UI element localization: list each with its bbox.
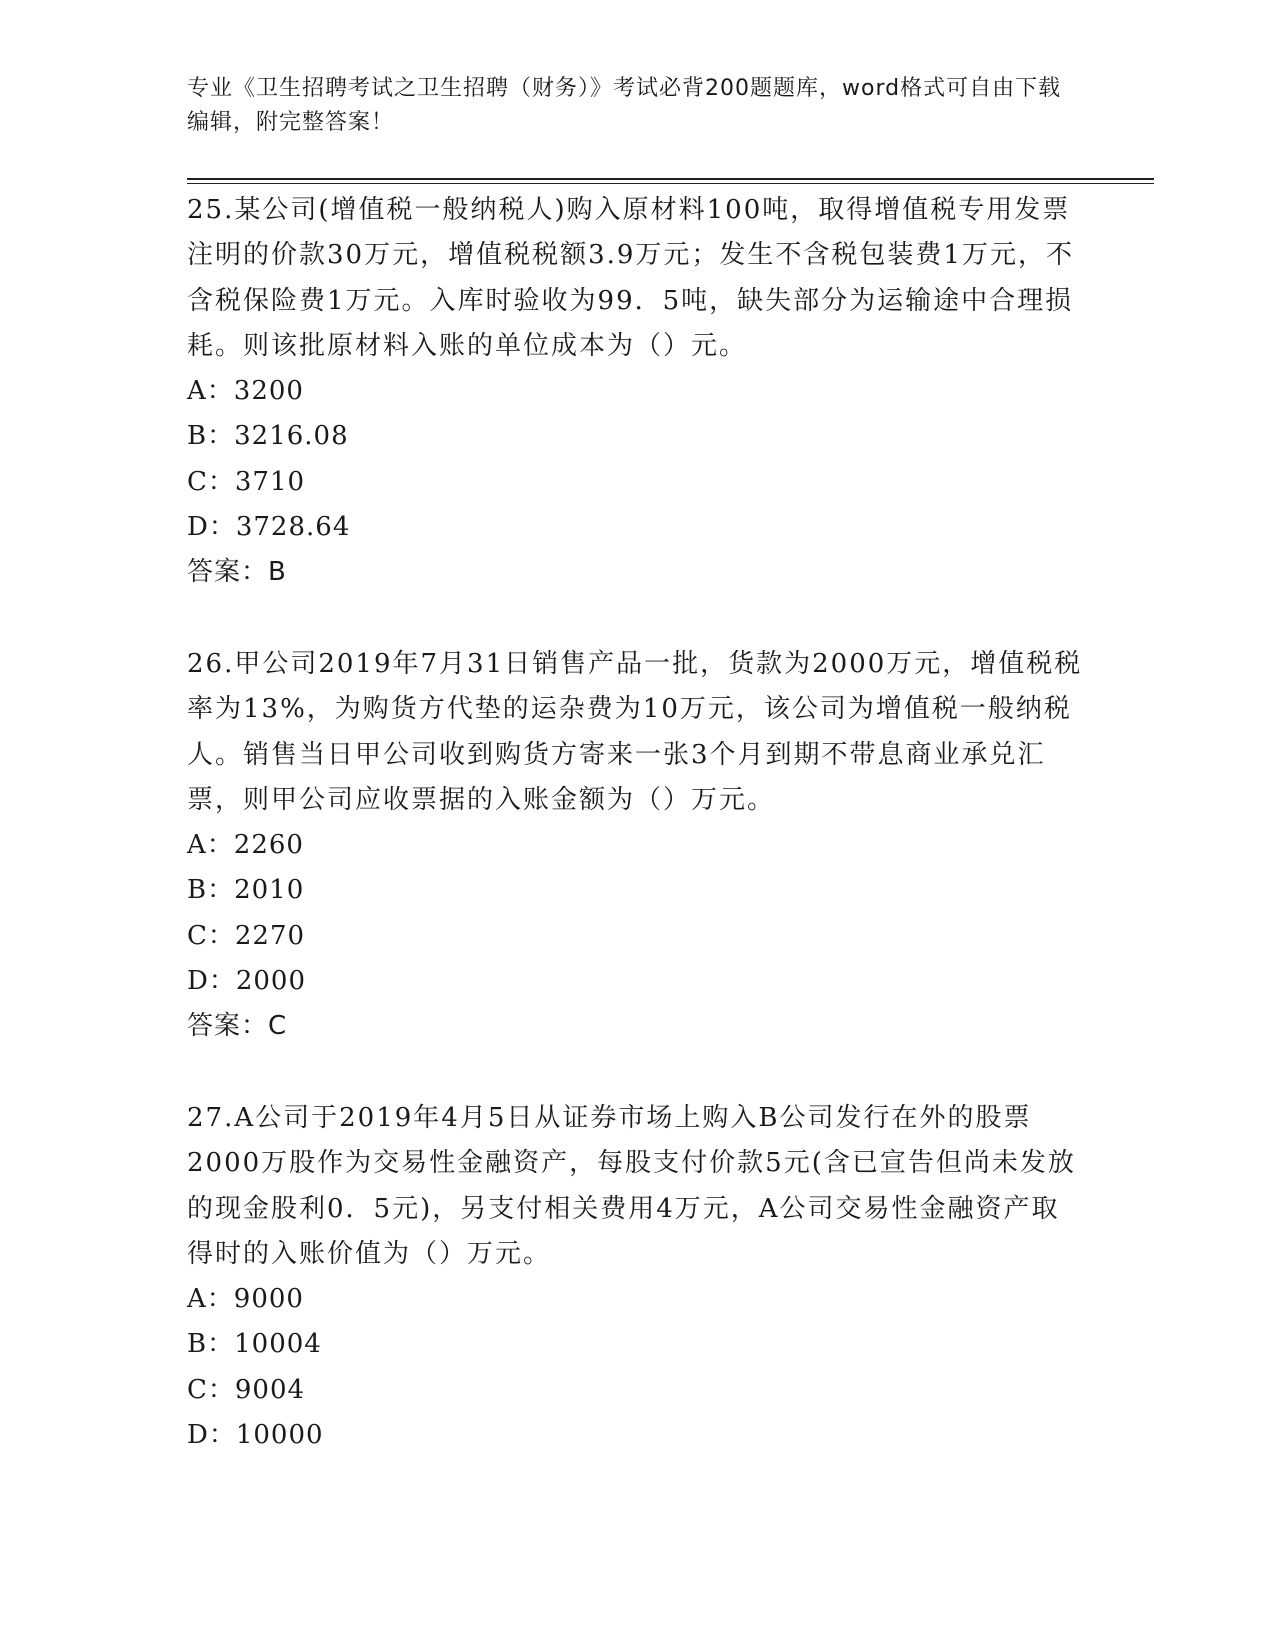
header-divider-thick xyxy=(187,178,1154,180)
question-26 xyxy=(187,642,1087,1050)
question-stem: 25.某公司(增值税一般纳税人)购入原材料100吨，取得增值税专用发票注明的价款30万元，增值税税额3.9万元；发生不含税包装费1万元，不含税保险费1万元。入库时验收为99．5吨，缺失部分为运输途中合理损耗。则该批原材料入账的单位成本为（）元。 xyxy=(187,195,1074,361)
document-header: 专业《卫生招聘考试之卫生招聘（财务）》考试必背200题题库，word格式可自由下载编辑，附完整答案！ xyxy=(187,76,1062,135)
option-d: D：2000 xyxy=(187,966,307,997)
option-c: C：3710 xyxy=(187,466,306,497)
question-stem: 26.甲公司2019年7月31日销售产品一批，货款为2000万元，增值税税率为13%，为购货方代垫的运杂费为10万元，该公司为增值税一般纳税人。销售当日甲公司收到购货方寄来一张3个月到期不带息商业承兑汇票，则甲公司应收票据的入账金额为（）万元。 xyxy=(187,649,1083,815)
header-divider-thin xyxy=(187,183,1154,184)
option-b: B：3216.08 xyxy=(187,421,349,452)
option-c: C：2270 xyxy=(187,920,306,951)
answer-line: 答案：C xyxy=(187,1011,288,1042)
option-a: A：9000 xyxy=(187,1284,304,1315)
question-27 xyxy=(187,1096,1087,1458)
option-d: D：10000 xyxy=(187,1420,324,1451)
option-a: A：3200 xyxy=(187,376,304,407)
option-b: B：2010 xyxy=(187,875,305,906)
option-a: A：2260 xyxy=(187,830,304,861)
option-b: B：10004 xyxy=(187,1329,322,1360)
question-25 xyxy=(187,188,1087,596)
option-d: D：3728.64 xyxy=(187,512,351,543)
answer-line: 答案：B xyxy=(187,557,287,588)
question-stem: 27.A公司于2019年4月5日从证券市场上购入B公司发行在外的股票2000万股作为交易性金融资产，每股支付价款5元(含已宣告但尚未发放的现金股利0．5元)，另支付相关费用4万元，A公司交易性金融资产取得时的入账价值为（）万元。 xyxy=(187,1103,1076,1269)
option-c: C：9004 xyxy=(187,1374,306,1405)
